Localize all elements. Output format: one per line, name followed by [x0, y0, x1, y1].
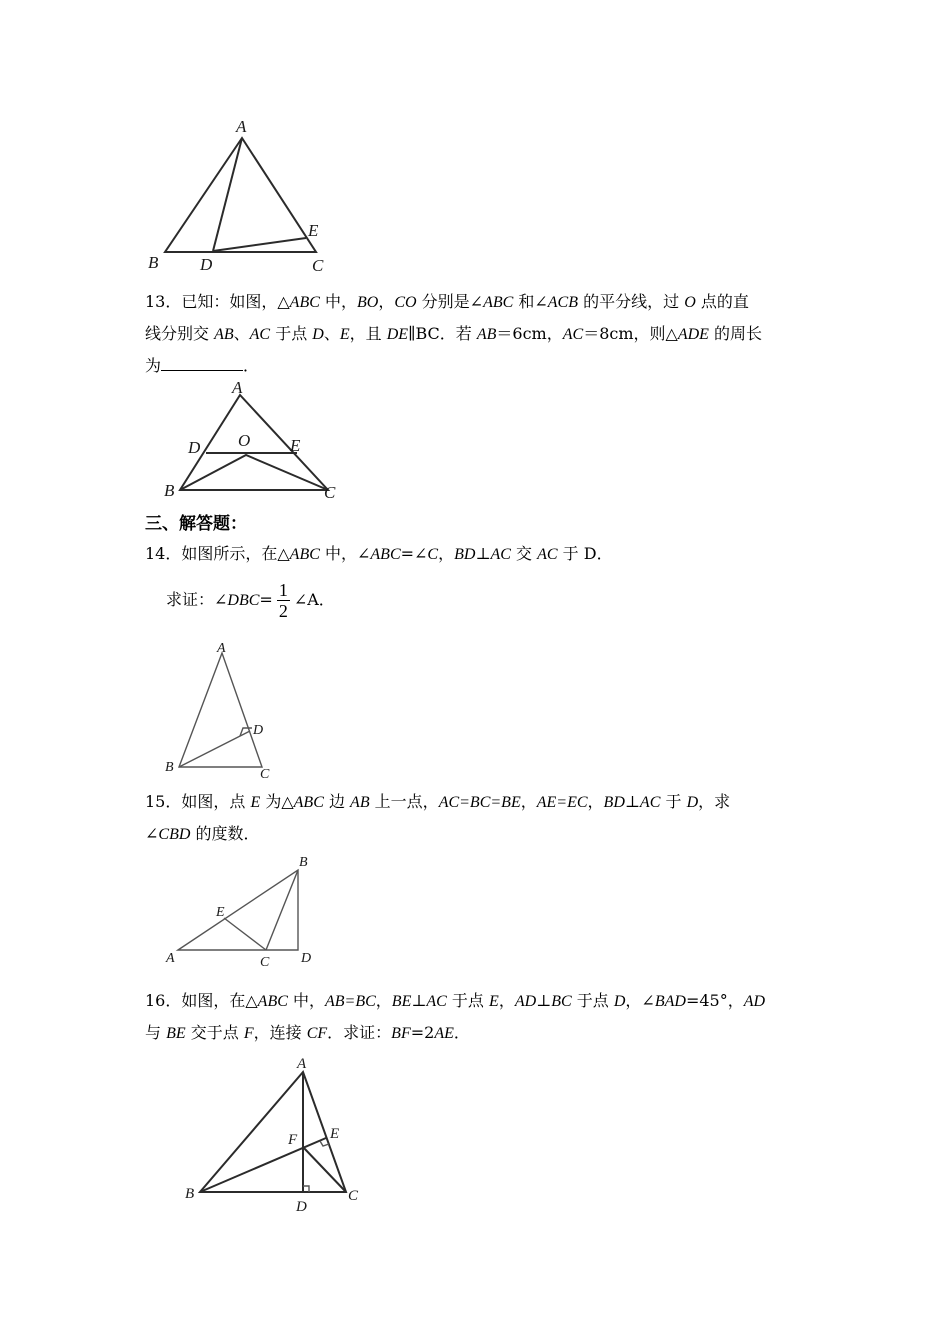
- segment-be: [200, 1138, 326, 1192]
- question-14-proof-statement: 求证：∠DBC= $\frac{1}{2}$ ∠A．: [166, 580, 335, 621]
- question-16-line-1: 16．如图，在△ABC 中，AB=BC，BE⊥AC 于点 E，AD⊥BC 于点 D，∠BAD=45°，AD: [145, 991, 766, 1010]
- label-d: D: [200, 255, 213, 274]
- label-b: B: [164, 481, 175, 500]
- question-13: [145, 286, 762, 381]
- label-a: A: [217, 641, 226, 656]
- section-heading: 三、解答题：: [145, 514, 247, 534]
- segment-ec: [224, 918, 266, 950]
- segments-bo-oc: [180, 455, 328, 490]
- label-d: D: [253, 723, 264, 738]
- label-c: C: [348, 1188, 359, 1204]
- question-15: [145, 786, 730, 850]
- question-16: [145, 985, 765, 1049]
- question-13-line-1: 13．已知：如图，△ABC 中，BO，CO 分别是∠ABC 和∠ACB 的平分线，过 O 点的直: [145, 292, 749, 311]
- triangle-abc-diagram-q15: [160, 850, 330, 975]
- label-e: E: [216, 905, 225, 920]
- segment-cf: [303, 1147, 346, 1192]
- triangle-abc: [165, 138, 316, 252]
- triangle-abc-diagram-q16: [180, 1050, 380, 1220]
- label-f: F: [288, 1132, 298, 1148]
- label-a: A: [297, 1056, 307, 1072]
- triangle-abc: [179, 653, 262, 767]
- segment-bc: [266, 870, 298, 950]
- label-b: B: [185, 1186, 195, 1202]
- label-d: D: [188, 438, 201, 457]
- question-14: [145, 538, 613, 570]
- label-c: C: [260, 955, 270, 970]
- question-14-line-1: 14．如图所示，在△ABC 中，∠ABC=∠C，BD⊥AC 交 AC 于 D．: [145, 544, 613, 563]
- triangle-abc-diagram-q12: [140, 110, 340, 280]
- triangle-abc: [180, 395, 328, 490]
- figure-q16: [180, 1050, 380, 1220]
- fraction-one-half: $\frac{1}{2}$: [278, 580, 288, 621]
- label-b: B: [148, 253, 159, 272]
- label-c: C: [312, 256, 324, 275]
- label-d: D: [301, 951, 312, 966]
- question-15-line-1: 15．如图，点 E 为△ABC 边 AB 上一点，AC=BC=BE，AE=EC，BD⊥AC 于 D，求: [145, 792, 731, 811]
- question-13-line-3: 为 ．: [145, 350, 762, 381]
- label-e: E: [308, 221, 319, 240]
- figure-q14: [160, 640, 300, 785]
- label-o: O: [238, 431, 251, 450]
- segment-de: [213, 238, 306, 251]
- label-a: A: [166, 951, 175, 966]
- triangle-abc-diagram-q14: [160, 640, 300, 785]
- figure-q12: [140, 110, 340, 280]
- label-c: C: [260, 767, 270, 782]
- figure-q15: [160, 850, 330, 975]
- label-b: B: [165, 760, 174, 775]
- question-15-line-2: ∠CBD 的度数．: [145, 824, 260, 843]
- answer-blank[interactable]: [161, 352, 243, 371]
- label-d: D: [296, 1199, 307, 1215]
- label-c: C: [324, 483, 336, 502]
- segment-ad: [213, 138, 242, 251]
- question-13-line-2: 线分别交 AB、AC 于点 D、E，且 DE∥BC．若 AB＝6cm，AC＝8cm，则△ADE 的周长: [145, 324, 763, 343]
- triangle-abc: [200, 1072, 346, 1192]
- triangle-abd: [178, 870, 298, 950]
- question-16-line-2: 与 BE 交于点 F，连接 CF．求证：BF=2AE．: [145, 1023, 470, 1042]
- label-a: A: [232, 378, 243, 397]
- triangle-ade-diagram: [160, 378, 360, 508]
- segment-bd: [179, 731, 250, 767]
- label-a: A: [236, 117, 247, 136]
- figure-q13: [160, 378, 360, 508]
- label-e: E: [330, 1126, 340, 1142]
- label-b: B: [299, 855, 308, 870]
- label-e: E: [290, 436, 301, 455]
